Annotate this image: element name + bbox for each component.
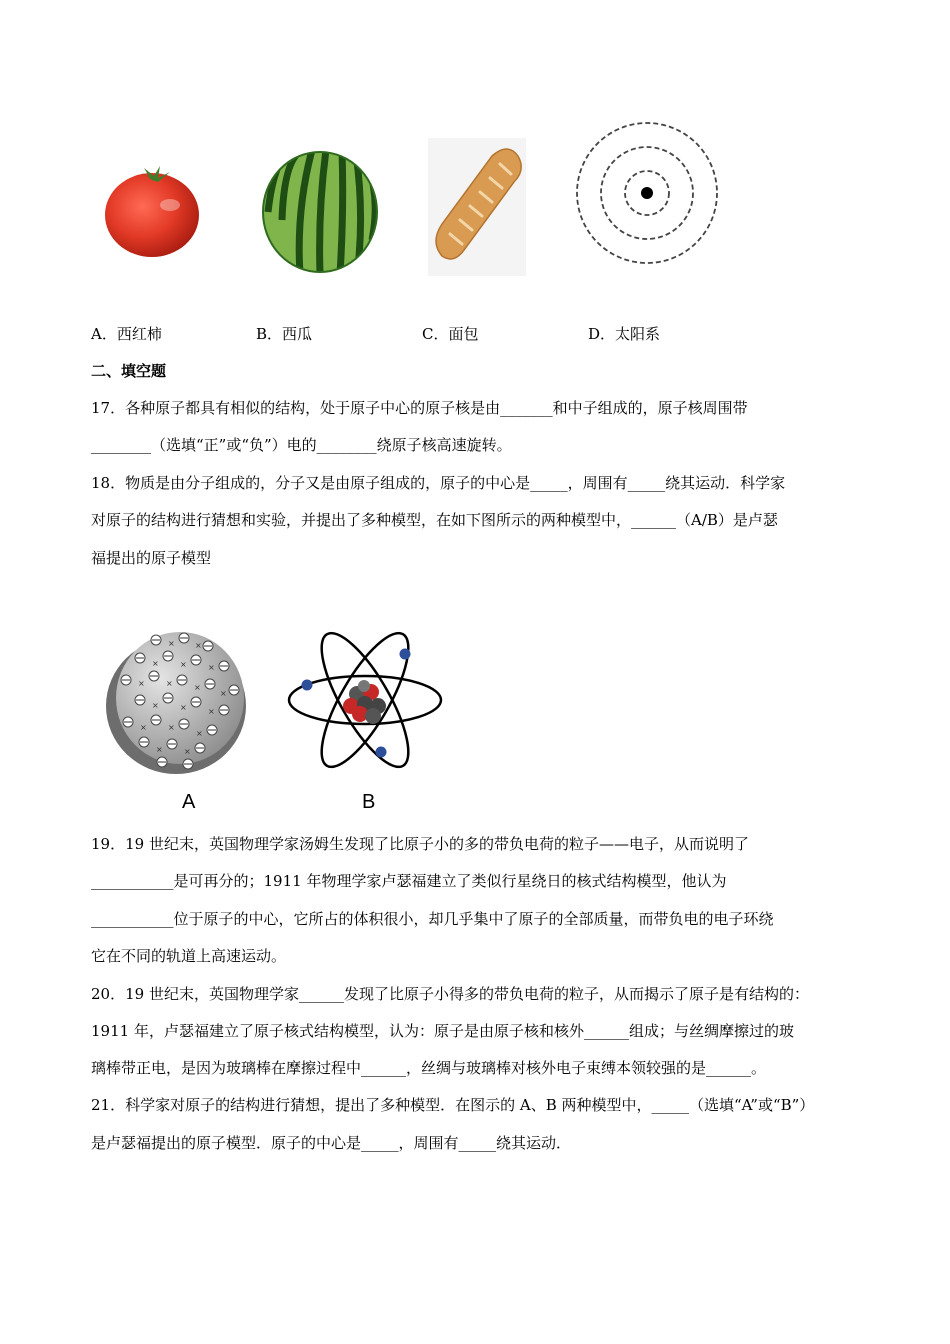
bread-image <box>428 138 526 276</box>
section-title: 二、填空题 <box>91 362 167 380</box>
watermelon-image <box>260 150 380 275</box>
plum-pudding-model-image <box>100 622 250 777</box>
svg-text:×: × <box>152 659 159 668</box>
svg-text:×: × <box>196 729 203 738</box>
svg-text:×: × <box>180 660 187 669</box>
svg-text:×: × <box>208 663 215 672</box>
svg-text:×: × <box>194 683 201 692</box>
q21-line-1: 21．科学家对原子的结构进行猜想，提出了多种模型．在图示的 A、B 两种模型中，_____（选填“A”或“B”） <box>91 1096 815 1114</box>
model-label-a: A <box>182 791 196 813</box>
q20-line-1: 20．19 世纪末，英国物理学家______发现了比原子小得多的带负电荷的粒子，从而揭示了原子是有结构的： <box>91 985 809 1003</box>
svg-text:×: × <box>184 747 191 756</box>
solar-system-image <box>575 120 720 270</box>
q19-line-4: 它在不同的轨道上高速运动。 <box>91 947 287 965</box>
nuclear-model-image <box>285 612 445 787</box>
option-b: B．西瓜 <box>256 325 313 343</box>
q18-line-1: 18．物质是由分子组成的，分子又是由原子组成的，原子的中心是_____，周围有_____绕其运动．科学家 <box>91 474 786 492</box>
svg-text:×: × <box>168 639 175 648</box>
model-label-b: B <box>362 791 376 813</box>
option-c: C．面包 <box>422 325 479 343</box>
q20-line-2: 1911 年，卢瑟福建立了原子核式结构模型，认为：原子是由原子核和核外______组成；与丝绸摩擦过的玻 <box>91 1022 794 1040</box>
svg-text:×: × <box>208 707 215 716</box>
svg-text:×: × <box>195 641 202 650</box>
q17-line-2: ________（选填“正”或“负”）电的________绕原子核高速旋转。 <box>91 436 512 454</box>
svg-text:×: × <box>140 723 147 732</box>
q21-line-2: 是卢瑟福提出的原子模型．原子的中心是_____，周围有_____绕其运动． <box>91 1134 572 1152</box>
svg-text:×: × <box>138 679 145 688</box>
svg-text:×: × <box>180 703 187 712</box>
q19-line-3: ___________位于原子的中心，它所占的体积很小，却几乎集中了原子的全部质量，而带负电的电子环绕 <box>91 910 774 928</box>
svg-text:×: × <box>168 723 175 732</box>
tomato-image <box>100 160 205 260</box>
option-a: A．西红柿 <box>91 325 162 343</box>
q18-line-3: 福提出的原子模型 <box>91 549 212 567</box>
q17-line-1: 17．各种原子都具有相似的结构，处于原子中心的原子核是由_______和中子组成的，原子核周围带 <box>91 399 748 417</box>
q20-line-3: 璃棒带正电，是因为玻璃棒在摩擦过程中______，丝绸与玻璃棒对核外电子束缚本领较强的是______。 <box>91 1059 767 1077</box>
svg-text:×: × <box>156 745 163 754</box>
q18-line-2: 对原子的结构进行猜想和实验，并提出了多种模型，在如下图所示的两种模型中，______（A/B）是卢瑟 <box>91 511 778 529</box>
svg-text:×: × <box>166 679 173 688</box>
svg-text:×: × <box>220 689 227 698</box>
option-d: D．太阳系 <box>588 325 661 343</box>
q19-line-2: ___________是可再分的；1911 年物理学家卢瑟福建立了类似行星绕日的核式结构模型，他认为 <box>91 872 727 890</box>
q19-line-1: 19．19 世纪末，英国物理学家汤姆生发现了比原子小的多的带负电荷的粒子——电子，从而说明了 <box>91 835 749 853</box>
svg-text:×: × <box>152 701 159 710</box>
